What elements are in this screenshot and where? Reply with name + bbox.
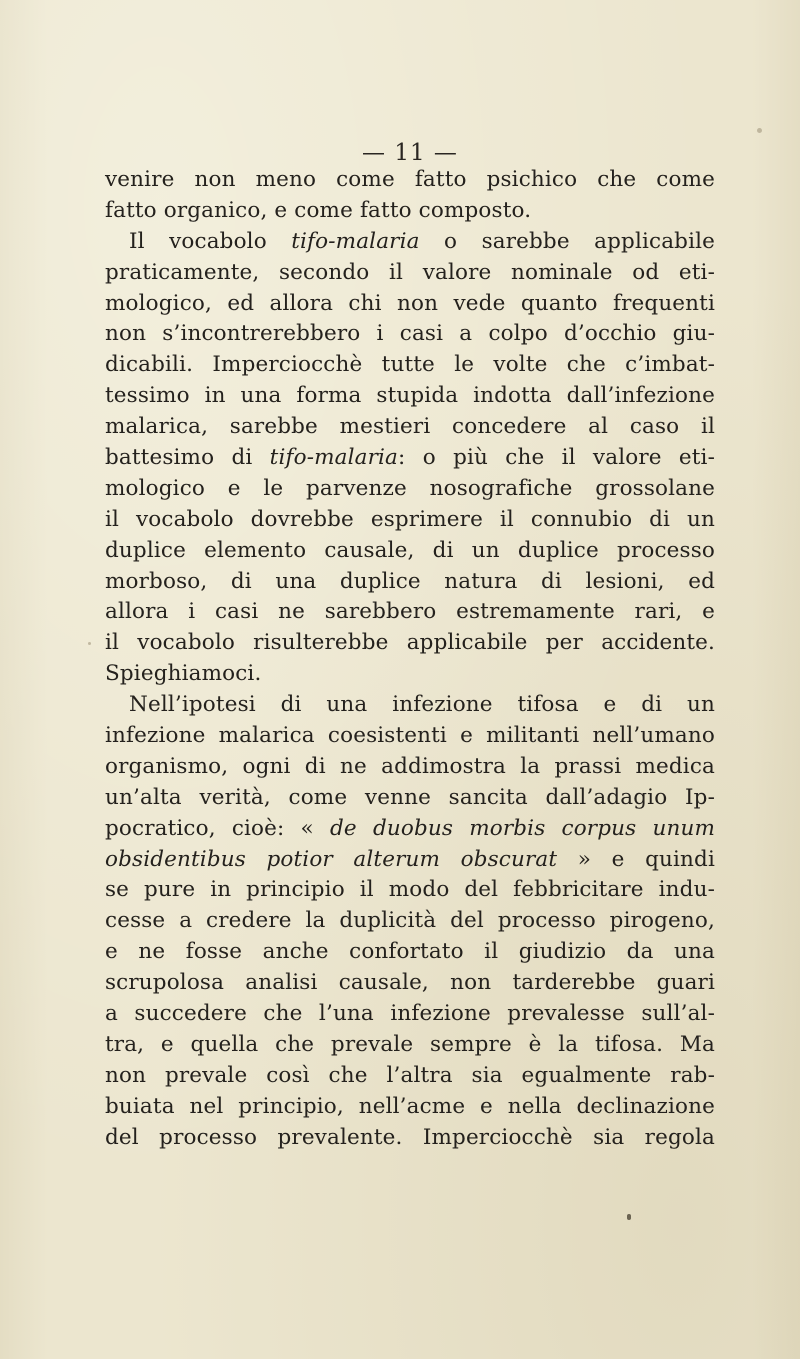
text-line	[105, 258, 715, 289]
text-line	[105, 319, 715, 350]
text-segment: Nell’ipotesi di una infezione tifosa e di un	[129, 692, 715, 718]
text-line	[105, 567, 715, 598]
text-line	[105, 350, 715, 381]
text-line	[105, 165, 715, 196]
text-line	[105, 814, 715, 845]
text-segment: Spieghiamoci.	[105, 661, 262, 687]
text-line	[105, 536, 715, 567]
text-line	[105, 968, 715, 999]
paper-mark	[627, 1214, 631, 1220]
italic-text: de duobus morbis corpus unum	[330, 815, 716, 841]
italic-text: tifo-malaria	[291, 228, 420, 254]
text-line	[105, 412, 715, 443]
text-segment: e ne fosse anche confortato il giudizio da una	[105, 939, 715, 965]
italic-text: tifo-malaria	[269, 445, 399, 471]
paper-speck	[88, 642, 91, 645]
text-segment: mologico, ed allora chi non vede quanto frequenti	[105, 290, 715, 316]
text-segment: o sarebbe applicabile	[419, 228, 715, 254]
text-segment: mologico e le parvenze nosografiche grossolane	[105, 475, 715, 501]
text-segment: cesse a credere la duplicità del processo pirogeno,	[105, 908, 715, 934]
text-line	[105, 474, 715, 505]
text-line	[105, 443, 715, 474]
text-line	[105, 289, 715, 320]
text-line	[105, 628, 715, 659]
text-line	[105, 1123, 715, 1154]
text-line	[105, 937, 715, 968]
text-segment: malarica, sarebbe mestieri concedere al caso il	[105, 414, 715, 440]
text-segment: morboso, di una duplice natura di lesioni, ed	[105, 568, 715, 594]
text-line	[105, 1030, 715, 1061]
text-line	[105, 1061, 715, 1092]
text-segment: il vocabolo dovrebbe esprimere il connubio di un	[105, 506, 715, 532]
text-line	[105, 752, 715, 783]
text-segment: non s’incontrerebbero i casi a colpo d’occhio giu-	[105, 321, 715, 347]
text-segment: scrupolosa analisi causale, non tarderebbe guari	[105, 970, 715, 996]
text-segment: il vocabolo risulterebbe applicabile per accidente.	[105, 630, 715, 656]
text-segment: pocratico, cioè: «	[105, 815, 331, 841]
text-segment: dicabili. Imperciocchè tutte le volte che c’imbat-	[105, 352, 715, 378]
text-segment: allora i casi ne sarebbero estremamente rari, e	[105, 599, 715, 625]
text-segment: duplice elemento causale, di un duplice processo	[105, 537, 715, 563]
text-line	[105, 381, 715, 412]
text-segment: un’alta verità, come venne sancita dall’adagio Ip-	[105, 784, 715, 810]
paper-speck	[757, 128, 762, 133]
text-segment: infezione malarica coesistenti e militanti nell’umano	[105, 723, 715, 749]
text-line	[105, 659, 715, 690]
text-line	[105, 875, 715, 906]
text-segment: del processo prevalente. Imperciocchè sia regola	[105, 1124, 715, 1150]
text-line	[105, 845, 715, 876]
text-segment: buiata nel principio, nell’acme e nella declinazione	[105, 1093, 715, 1119]
text-line	[105, 597, 715, 628]
text-segment: tra, e quella che prevale sempre è la tifosa. Ma	[105, 1031, 715, 1057]
text-segment: praticamente, secondo il valore nominale od eti-	[105, 259, 715, 285]
text-line	[105, 783, 715, 814]
text-segment: : o più che il valore eti-	[398, 445, 715, 471]
text-segment: se pure in principio il modo del febbricitare indu-	[105, 877, 715, 903]
text-line	[105, 505, 715, 536]
text-segment: organismo, ogni di ne addimostra la prassi medica	[105, 753, 715, 779]
text-line	[105, 690, 715, 721]
text-segment: a succedere che l’una infezione prevalesse sull’al-	[105, 1001, 715, 1027]
text-line	[105, 906, 715, 937]
italic-text: obsidentibus potior alterum obscurat	[105, 846, 558, 872]
text-line	[105, 227, 715, 258]
text-line	[105, 999, 715, 1030]
text-line	[105, 721, 715, 752]
text-segment: tessimo in una forma stupida indotta dall’infezione	[105, 383, 715, 409]
body-text	[105, 165, 715, 1154]
page-number: — 11 —	[362, 140, 458, 166]
text-line	[105, 1092, 715, 1123]
text-line	[105, 196, 715, 227]
text-segment: battesimo di	[105, 445, 270, 471]
text-segment: venire non meno come fatto psichico che come	[105, 167, 715, 192]
text-segment: fatto organico, e come fatto composto.	[105, 197, 532, 223]
text-segment: non prevale così che l’altra sia egualmente rab-	[105, 1062, 715, 1088]
text-segment: » e quindi	[557, 846, 715, 872]
text-segment: Il vocabolo	[129, 228, 292, 254]
